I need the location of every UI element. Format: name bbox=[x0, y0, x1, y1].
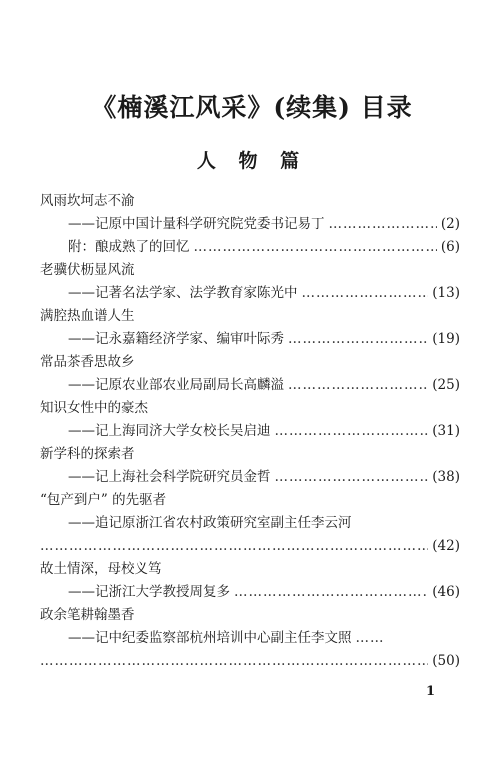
dot-leader bbox=[40, 535, 428, 558]
toc-entry-subtitle[interactable] bbox=[40, 213, 460, 236]
toc-entry-title: 新学科的探索者 bbox=[40, 446, 135, 462]
toc-page-ref: (2) bbox=[440, 216, 460, 232]
toc-page-ref: (19) bbox=[432, 331, 460, 347]
toc-page-ref: (6) bbox=[440, 239, 460, 255]
toc-subtitle-text: ——记原中国计量科学研究院党委书记易丁 bbox=[68, 216, 325, 232]
dot-leader bbox=[329, 213, 437, 236]
toc-subtitle-text: ——记永嘉籍经济学家、编审叶际秀 bbox=[68, 331, 284, 347]
toc-page-ref: (50) bbox=[432, 653, 460, 669]
toc-subtitle-text: ——记中纪委监察部杭州培训中心副主任李文照 bbox=[68, 630, 352, 646]
toc-page-ref: (38) bbox=[432, 469, 460, 485]
toc-subtitle-text: ——追记原浙江省农村政策研究室副主任李云河 bbox=[68, 515, 352, 531]
toc-entry-title: 知识女性中的豪杰 bbox=[40, 400, 148, 416]
section-heading: 人 物 篇 bbox=[196, 150, 308, 172]
toc-leader-line[interactable] bbox=[40, 535, 460, 558]
toc-entry-title: 满腔热血谱人生 bbox=[40, 308, 135, 324]
toc-entry-title: 老骥伏枥显风流 bbox=[40, 262, 135, 278]
toc-subtitle-text: ——记上海社会科学院研究员金哲 bbox=[68, 469, 271, 485]
dot-leader bbox=[194, 236, 437, 259]
toc-title: 《楠溪江风采》(续集) 目录 bbox=[91, 93, 413, 122]
toc-leader-line[interactable] bbox=[40, 650, 460, 673]
dot-leader bbox=[40, 650, 428, 673]
toc-page-ref: (46) bbox=[432, 584, 460, 600]
toc-entry-subtitle[interactable] bbox=[40, 581, 460, 604]
table-of-contents bbox=[40, 190, 460, 673]
toc-entry-subtitle[interactable] bbox=[40, 420, 460, 443]
toc-entry-subtitle[interactable] bbox=[40, 374, 460, 397]
toc-subtitle-text: ——记上海同济大学女校长吴启迪 bbox=[68, 423, 271, 439]
toc-entry-subtitle[interactable] bbox=[40, 627, 460, 650]
toc-entry-subtitle[interactable] bbox=[40, 328, 460, 351]
dot-leader bbox=[356, 627, 384, 650]
dot-leader bbox=[275, 466, 429, 489]
toc-entry-title: 政余笔耕翰墨香 bbox=[40, 607, 135, 623]
toc-entry-subtitle[interactable] bbox=[40, 512, 460, 535]
toc-entry-title: 常品茶香思故乡 bbox=[40, 354, 135, 370]
toc-entry-title: 故土情深，母校义笃 bbox=[40, 561, 162, 577]
toc-entry-subtitle[interactable] bbox=[40, 236, 460, 259]
dot-leader bbox=[288, 374, 428, 397]
dot-leader bbox=[288, 328, 428, 351]
toc-entry-subtitle[interactable] bbox=[40, 466, 460, 489]
toc-subtitle-text: ——记浙江大学教授周复多 bbox=[68, 584, 230, 600]
toc-entry-subtitle[interactable] bbox=[40, 282, 460, 305]
page-number: 1 bbox=[426, 684, 436, 699]
toc-entry-title: 风雨坎坷志不渝 bbox=[40, 193, 135, 209]
toc-subtitle-text: ——记著名法学家、法学教育家陈光中 bbox=[68, 285, 298, 301]
toc-page-ref: (31) bbox=[432, 423, 460, 439]
toc-subtitle-text: ——记原农业部农业局副局长高麟溢 bbox=[68, 377, 284, 393]
dot-leader bbox=[275, 420, 429, 443]
toc-entry-title: “包产到户” 的先驱者 bbox=[40, 492, 167, 508]
dot-leader bbox=[234, 581, 428, 604]
toc-page-ref: (42) bbox=[432, 538, 460, 554]
dot-leader bbox=[302, 282, 429, 305]
toc-page-ref: (25) bbox=[432, 377, 460, 393]
toc-subtitle-text: 附：酿成熟了的回忆 bbox=[68, 239, 190, 255]
toc-page-ref: (13) bbox=[432, 285, 460, 301]
